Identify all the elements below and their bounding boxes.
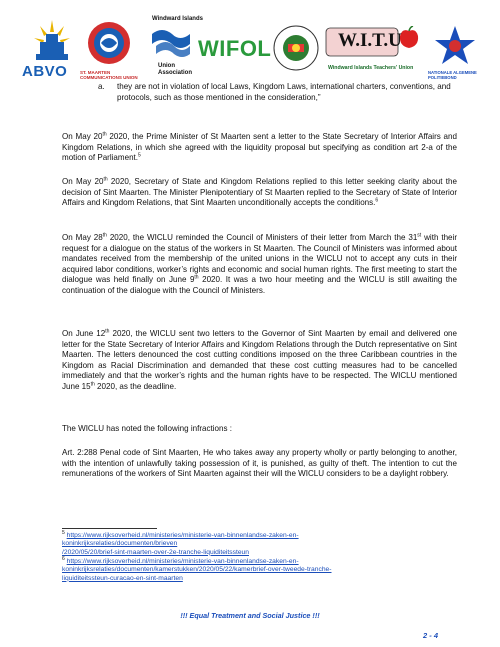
footnote-ref: 6 bbox=[375, 197, 379, 204]
union-association-caption: Union Association bbox=[158, 63, 193, 76]
witu-caption: Windward Islands Teachers' Union bbox=[328, 65, 414, 71]
civil-servants-union-logo-icon bbox=[272, 24, 320, 72]
witu-wordmark: W.I.T.U bbox=[338, 30, 402, 51]
politiebond-star-icon bbox=[432, 24, 478, 70]
page-number: 2 - 4 bbox=[423, 631, 439, 640]
header-logos bbox=[0, 0, 500, 80]
footnote-6-link[interactable]: https://www.rijksoverheid.nl/ministeries/ministerie-van-binnenlandse-zaken-en- koninkrijksrelaties/documenten/kamerstukken/2020/05/22/kamerbrief-over-tweede-tranche- liquiditeitssteun-curacao-en-sint-maarten bbox=[62, 558, 332, 582]
footnote-divider bbox=[62, 528, 157, 529]
windward-islands-top-caption: Windward Islands bbox=[152, 16, 203, 22]
communications-union-logo-icon bbox=[86, 20, 132, 66]
paragraph-wiclu-reminder: On May 28th 2020, the WICLU reminded the Council of Ministers of their letter from March the 31st with their request for a dialogue on the status of the workers in St Maarten. The Council of Ministers was informed about mandates received from the membership of the united unions in the WICLU not to accept any cuts in their acquired labor conditions, worker’s rights and economic and social human rights. The first meeting to start the dialogue was held finally on June 9th 2020. It was a two hour meeting and the WICLU is still awaiting the continuation of the dialogue with the Council of Ministers. bbox=[62, 232, 457, 296]
footnote-5-link[interactable]: https://www.rijksoverheid.nl/ministeries/ministerie-van-binnenlandse-zaken-en- koninkrijksrelaties/documenten/brieven /2020/05/20/brief-sint-maarten-over-2e-tranche-liquiditeitssteun bbox=[62, 532, 299, 556]
footnote-5: $^5$ https://www.rijksoverheid.nl/ministeries/ministerie-van-binnenlandse-zaken-en- koninkrijksrelaties/documenten/brieven /2020/05/20/brief-sint-maarten-over-2e-tranche-liquiditeitssteun bbox=[62, 529, 299, 556]
list-item-text: they are not in violation of local Laws, Kingdom Laws, international charters, conventions, and protocols, such as those mentioned in the consideration,” bbox=[117, 82, 451, 102]
footnote-6: $^6$ https://www.rijksoverheid.nl/ministeries/ministerie-van-binnenlandse-zaken-en- koninkrijksrelaties/documenten/kamerstukken/2020/05/22/kamerbrief-over-tweede-tranche- liquiditeitssteun-curacao-en-sint-maarten bbox=[62, 555, 332, 582]
list-item-label: a. bbox=[98, 82, 105, 91]
abvo-wordmark: ABVO bbox=[22, 63, 68, 80]
footer-slogan: !!! Equal Treatment and Social Justice !!! bbox=[180, 611, 320, 620]
footnote-ref: 5 bbox=[138, 152, 141, 159]
paragraph-prime-minister-letter: On May 20th 2020, the Prime Minister of St Maarten sent a letter to the State Secretary of Interior Affairs and Kingdom Relations, in which she agreed with the liquidity proposal but specifying as condition art 2-a of the motion of Parliament.$^5$ bbox=[62, 131, 457, 163]
paragraph-infractions-intro: The WICLU has noted the following infractions : bbox=[62, 424, 232, 434]
politiebond-caption: NATIONALE ALGEMENE POLITIEBOND bbox=[428, 70, 477, 80]
paragraph-penal-code: Art. 2:288 Penal code of Sint Maarten, He who takes away any property wholly or partly belonging to another, with the intention of unlawfully taking possession of it, is punished, as guilty of theft. The intention to cut the remunerations of the workers of Sint Maarten against their will the WICLU considers to be a daylight robbery. bbox=[62, 448, 457, 479]
communications-union-caption: ST. MAARTEN COMMUNICATIONS UNION bbox=[80, 70, 138, 80]
union-association-logo-icon bbox=[150, 24, 192, 60]
paragraph-governor-letters: On June 12th 2020, the WICLU sent two letters to the Governor of Sint Maarten by email and delivered one letter for the State Secretary of Interior Affairs and Kingdom Relations through the Dutch representative on Sint Maarten. The letters denounced the cost cutting conditions imposed on the three Caribbean countries in the Kingdom as Racial Discrimination and demanded that these cost cutting measures had to be cancelled immediately and that the worker’s rights and the human rights have to be respected. The WICLU mentioned June 15th 2020, as the deadline. bbox=[62, 328, 457, 392]
abvo-logo-icon bbox=[30, 18, 74, 64]
paragraph-secretary-reply: On May 20th 2020, Secretary of State and Kingdom Relations replied to this letter seeking clarity about the decision of Sint Maarten. The Minister Plenipotentiary of St Maarten replied to the Secretary of State of Interior Affairs and Kingdom Relations, that Sint Maarten unconditionally accepts the conditions.$^6$ bbox=[62, 176, 457, 208]
wifol-wordmark: WIFOL bbox=[198, 36, 272, 61]
